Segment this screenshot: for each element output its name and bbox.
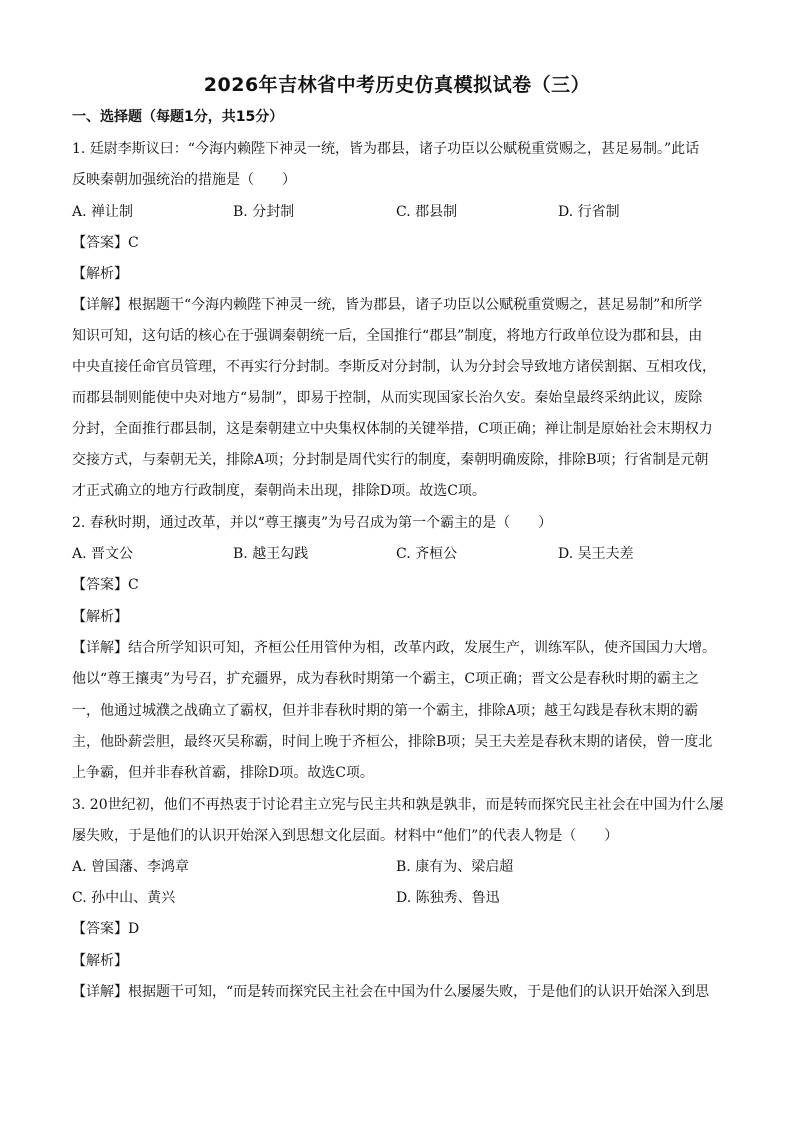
q1-option-a: A. 禅让制 bbox=[72, 204, 134, 220]
q1-detail-line-7: 才正式确立的地方行政制度，秦朝尚未出现，排除D项。故选C项。 bbox=[72, 483, 486, 499]
q2-option-a: A. 晋文公 bbox=[72, 546, 134, 562]
q3-option-c: C. 孙中山、黄兴 bbox=[72, 890, 176, 906]
q1-option-c: C. 郡县制 bbox=[396, 204, 458, 220]
page-title: 2026年吉林省中考历史仿真模拟试卷（三） bbox=[203, 74, 591, 96]
q2-answer: 【答案】C bbox=[72, 577, 139, 593]
q2-analysis-label: 【解析】 bbox=[72, 609, 128, 625]
q1-analysis-label: 【解析】 bbox=[72, 266, 128, 282]
q2-option-b: B. 越王勾践 bbox=[233, 546, 309, 562]
q2-detail-line-4: 主，他卧薪尝胆，最终灭吴称霸，时间上晚于齐桓公，排除B项；吴王夫差是春秋末期的诸侯，曾一度北 bbox=[72, 734, 713, 750]
q3-option-a: A. 曾国藩、李鸿章 bbox=[72, 859, 190, 875]
q3-detail-line-1: 【详解】根据题干可知，“而是转而探究民主社会在中国为什么屡屡失败，于是他们的认识开始深入到思 bbox=[72, 984, 710, 1000]
q2-stem-line-1: 2. 春秋时期，通过改革，并以“尊王攘夷”为号召成为第一个霸主的是（ ） bbox=[72, 515, 553, 531]
q3-answer: 【答案】D bbox=[72, 921, 140, 937]
q1-detail-line-2: 知识可知，这句话的核心在于强调秦朝统一后，全国推行“郡县”制度，将地方行政单位设为郡和县，由 bbox=[72, 328, 703, 344]
q1-stem-line-2: 反映秦朝加强统治的措施是（ ） bbox=[72, 172, 296, 188]
q1-option-d: D. 行省制 bbox=[558, 204, 620, 220]
section-heading: 一、选择题（每题1分，共15分） bbox=[72, 109, 284, 125]
q3-option-d: D. 陈独秀、鲁迅 bbox=[396, 890, 500, 906]
q2-detail-line-1: 【详解】结合所学知识可知，齐桓公任用管仲为相，改革内政，发展生产，训练军队，使齐国国力大增。 bbox=[72, 640, 716, 656]
q1-option-b: B. 分封制 bbox=[233, 204, 295, 220]
q3-analysis-label: 【解析】 bbox=[72, 953, 128, 969]
q2-option-d: D. 吴王夫差 bbox=[558, 546, 634, 562]
q1-detail-line-4: 而郡县制则能使中央对地方“易制”，即易于控制，从而实现国家长治久安。秦始皇最终采纳此议，废除 bbox=[72, 390, 703, 406]
q1-detail-line-5: 分封，全面推行郡县制，这是秦朝建立中央集权体制的关键举措，C项正确；禅让制是原始社会末期权力 bbox=[72, 421, 713, 437]
q1-detail-line-3: 中央直接任命官员管理，不再实行分封制。李斯反对分封制，认为分封会导致地方诸侯割据、互相攻伐， bbox=[72, 359, 716, 375]
q1-detail-line-6: 交接方式，与秦朝无关，排除A项；分封制是周代实行的制度，秦朝明确废除，排除B项；行省制是元朝 bbox=[72, 452, 709, 468]
q2-detail-line-5: 上争霸，但并非春秋首霸，排除D项。故选C项。 bbox=[72, 765, 374, 781]
q1-answer: 【答案】C bbox=[72, 235, 139, 251]
q2-detail-line-3: 一，他通过城濮之战确立了霸权，但并非春秋时期的第一个霸主，排除A项；越王勾践是春秋末期的霸 bbox=[72, 703, 699, 719]
q3-stem-line-2: 屡失败，于是他们的认识开始深入到思想文化层面。材料中“他们”的代表人物是（ ） bbox=[72, 828, 619, 844]
q1-detail-line-1: 【详解】根据题干“今海内赖陛下神灵一统，皆为郡县，诸子功臣以公赋税重赏赐之，甚足易制”和所学 bbox=[72, 297, 703, 313]
q3-stem-line-1: 3. 20世纪初，他们不再热衷于讨论君主立宪与民主共和孰是孰非，而是转而探究民主社会在中国为什么屡 bbox=[72, 797, 724, 813]
q1-stem-line-1: 1. 廷尉李斯议曰：“今海内赖陛下神灵一统，皆为郡县，诸子功臣以公赋税重赏赐之，甚足易制。”此话 bbox=[72, 141, 700, 157]
q2-option-c: C. 齐桓公 bbox=[396, 546, 458, 562]
q2-detail-line-2: 他以“尊王攘夷”为号召，扩充疆界，成为春秋时期第一个霸主，C项正确；晋文公是春秋时期的霸主之 bbox=[72, 671, 700, 687]
q3-option-b: B. 康有为、梁启超 bbox=[396, 859, 514, 875]
